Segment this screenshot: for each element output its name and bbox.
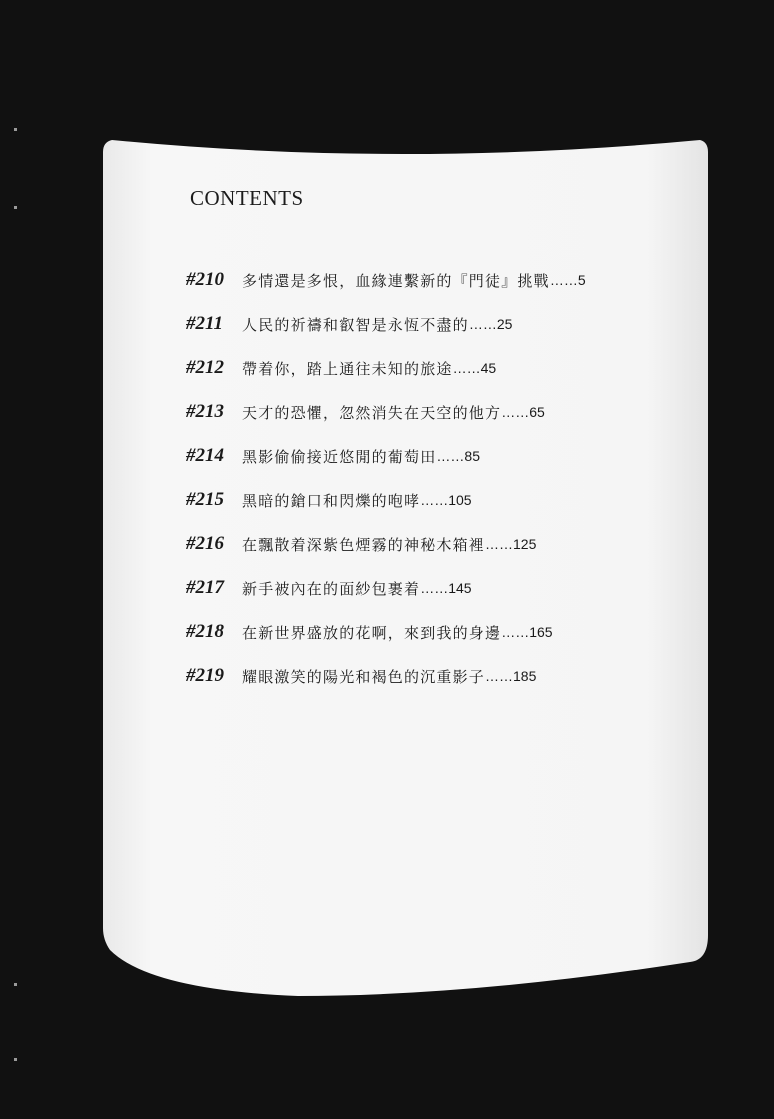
toc-entry-211[interactable] [186,302,586,346]
toc-entry-219[interactable] [186,654,586,698]
toc-entry-213[interactable] [186,390,586,434]
page-leader: …… [420,580,449,596]
page-leader: …… [452,360,481,376]
chapter-title: 帶着你，踏上通往未知的旅途 [242,359,453,378]
chapter-number: #219 [186,665,224,686]
chapter-number: #218 [186,621,224,642]
page-number: 45 [480,360,497,376]
page-number: 145 [448,580,472,596]
toc-entry-214[interactable] [186,434,586,478]
chapter-title: 人民的祈禱和叡智是永恆不盡的 [242,315,469,334]
page-number: 185 [513,668,537,684]
page-leader: …… [501,624,530,640]
page-leader: …… [436,448,465,464]
page-number: 165 [529,624,553,640]
page-number: 5 [577,272,586,288]
toc-entry-216[interactable] [186,522,586,566]
chapter-title: 在新世界盛放的花啊，來到我的身邊 [242,623,502,642]
toc-entry-218[interactable] [186,610,586,654]
chapter-title: 耀眼激笑的陽光和褐色的沉重影子 [242,667,486,686]
chapter-title: 多情還是多恨，血緣連繫新的『門徒』挑戰 [242,271,550,290]
chapter-number: #214 [186,445,224,466]
chapter-title: 在飄散着深紫色煙霧的神秘木箱裡 [242,535,486,554]
chapter-title: 新手被內在的面紗包裹着 [242,579,421,598]
table-of-contents [186,258,586,698]
page-number: 125 [513,536,537,552]
contents-heading: CONTENTS [190,186,304,210]
chapter-number: #211 [186,313,223,334]
chapter-number: #210 [186,269,224,290]
chapter-number: #217 [186,577,224,598]
margin-speck [14,128,17,131]
chapter-number: #215 [186,489,224,510]
toc-entry-212[interactable] [186,346,586,390]
page-number: 85 [464,448,480,464]
chapter-title: 黑影偷偷接近悠閒的葡萄田 [242,447,437,466]
margin-speck [14,1058,17,1061]
page-leader: …… [468,316,497,332]
chapter-number: #213 [186,401,224,422]
page-number: 65 [529,404,545,420]
page-leader: …… [420,492,449,508]
margin-speck [14,206,17,209]
margin-speck [14,983,17,986]
page-number: 25 [496,316,513,332]
page-leader: …… [485,536,514,552]
toc-entry-217[interactable] [186,566,586,610]
chapter-number: #216 [186,533,224,554]
toc-entry-210[interactable] [186,258,586,302]
page-leader: …… [549,272,578,288]
chapter-title: 天才的恐懼，忽然消失在天空的他方 [242,403,502,422]
page-leader: …… [501,404,530,420]
page-leader: …… [485,668,514,684]
chapter-number: #212 [186,357,224,378]
toc-entry-215[interactable] [186,478,586,522]
page-number: 105 [448,492,472,508]
chapter-title: 黑暗的鎗口和閃爍的咆哮 [242,491,421,510]
